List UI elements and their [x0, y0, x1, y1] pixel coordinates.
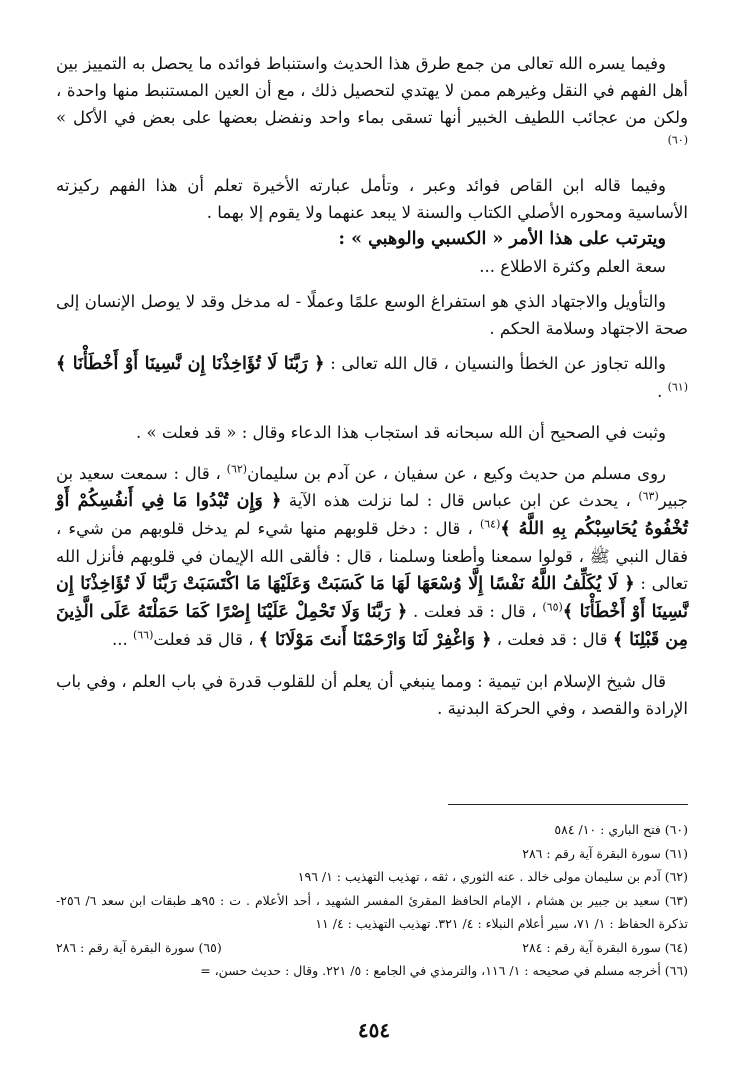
- paragraph-5-end: .: [657, 382, 663, 401]
- footnote-divider: [448, 804, 688, 805]
- quran-verse: ﴿ رَبَّنَا لَا تُؤَاخِذْنَا إِن نَّسِينَا أَوْ أَخْطَأْنَا ﴾: [56, 354, 325, 374]
- footnotes: [56, 818, 688, 983]
- hadith-text: ، قال : سمعت سعيد بن جبير: [56, 464, 688, 510]
- footnote-61: (٦١) سورة البقرة آية رقم : ٢٨٦: [522, 845, 688, 861]
- hadith-text: ...: [111, 630, 128, 649]
- hadith-text: ، قال : قد فعلت .: [412, 602, 537, 621]
- section-heading: ويترتب على هذا الأمر « الكسبي والوهبي » :: [338, 229, 666, 249]
- footnote-ref-61[interactable]: (٦١): [667, 380, 688, 394]
- paragraph-5-text: والله تجاوز عن الخطأ والنسيان ، قال الله تعالى :: [330, 354, 666, 373]
- paragraph-1: [56, 50, 688, 158]
- hadith-text: ، قال : دخل قلوبهم منها شيء لم يدخل قلوبهم من شيء ، فقال النبي ﷺ ، قولوا سمعنا وأطعنا وسلمنا ، قال : فألقى الله الإيمان في قلوبهم فأنزل الله تعالى :: [56, 519, 688, 593]
- footnote-66: (٦٦) أخرجه مسلم في صحيحه : ١/ ١١٦، والترمذي في الجامع : ٥/ ٢٢١. وقال : حديث حسن، =: [200, 963, 688, 978]
- paragraph-7: [56, 460, 688, 654]
- paragraph-1-text: وفيما يسره الله تعالى من جمع طرق هذا الحديث واستنباط فوائده ما يحصل به التمييز بين أهل الفهم في النقل وغيرهم ممن لا يهتدي لتحصيل ذلك ، مع أن العين المستنبط منها واحدة ، ولكن من عجائب اللطيف الخبير أنها تسقى بماء واحد ونفضل بعضها على بعض في الأكل »: [56, 54, 688, 127]
- footnote-ref-65[interactable]: (٦٥): [542, 600, 563, 614]
- quran-verse: ﴿ لَا يُكَلِّفُ اللَّهُ نَفْسًا إِلَّا وُسْعَهَا لَهَا مَا كَسَبَتْ وَعَلَيْهَا مَا اكْتَسَبَتْ رَبَّنَا لَا تُؤَاخِذْنَا إِن نَّسِينَا أَوْ أَخْطَأْنَا ﴾: [56, 574, 689, 622]
- quran-verse: ﴿ وَاغْفِرْ لَنَا وَارْحَمْنَا أَنتَ مَوْلَانَا ﴾: [258, 630, 492, 650]
- footnote-65: (٦٥) سورة البقرة آية رقم : ٢٨٦: [56, 939, 222, 955]
- hadith-text: روى مسلم من حديث وكيع ، عن سفيان ، عن آدم بن سليمان: [247, 464, 667, 483]
- paragraph-4: والتأويل والاجتهاد الذي هو استفراغ الوسع علمًا وعملًا - له مدخل وقد لا يوصل الإنسان إلى صحة الاجتهاد وسلامة الحكم .: [56, 292, 688, 338]
- footnote-ref-60[interactable]: (٦٠): [667, 133, 688, 147]
- quran-verse: ﴿ رَبَّنَا وَلَا تَحْمِلْ عَلَيْنَا إِصْرًا كَمَا حَمَلْتَهُ عَلَى الَّذِينَ مِن قَبْلِنَا ﴾: [56, 602, 688, 650]
- footnote-ref-66[interactable]: (٦٦): [132, 628, 154, 642]
- hadith-text: ، قال قد فعلت: [153, 630, 254, 649]
- footnote-63: (٦٣) سعيد بن جبير بن هشام ، الإمام الحافظ المقرئ المفسر الشهيد ، أحد الأعلام . ت : ٩٥هـ طبقات ابن سعد ٦/ ٢٥٦- تذكرة الحفاظ : ١/ ٧١، سير أعلام النبلاء : ٤/ ٣٢١. تهذيب التهذيب : ٤/ ١١: [56, 892, 688, 931]
- footnote-64: (٦٤) سورة البقرة آية رقم : ٢٨٤: [522, 939, 688, 955]
- page-number: ٤٥٤: [357, 1018, 391, 1042]
- footnote-ref-62[interactable]: (٦٢): [226, 462, 248, 476]
- quran-verse: ﴿ وَإِن تُبْدُوا مَا فِي أَنفُسِكُمْ أَوْ تُخْفُوهُ يُحَاسِبْكُم بِهِ اللَّهُ ﴾: [56, 491, 688, 539]
- hadith-text: ، يحدث عن ابن عباس قال : لما نزلت هذه الآية: [288, 491, 631, 510]
- footnote-62: (٦٢) آدم بن سليمان مولى خالد . عنه الثوري ، ثقه ، تهذيب التهذيب : ١/ ١٩٦: [297, 869, 688, 884]
- footnote-row: [56, 936, 688, 960]
- footnote-ref-64[interactable]: (٦٤): [479, 517, 501, 531]
- paragraph-6: وثبت في الصحيح أن الله سبحانه قد استجاب هذا الدعاء وقال : « قد فعلت » .: [136, 423, 666, 442]
- hadith-text: قال : قد فعلت ،: [496, 630, 608, 649]
- footnote-ref-63[interactable]: (٦٣): [638, 489, 659, 503]
- footnote-60: (٦٠) فتح الباري : ١٠/ ٥٨٤: [554, 822, 688, 837]
- paragraph-8: قال شيخ الإسلام ابن تيمية : ومما ينبغي أن يعلم أن للقلوب قدرة في باب العلم ، وفي باب الإرادة والقصد ، وفي الحركة البدنية .: [56, 672, 688, 718]
- paragraph-5: [56, 350, 688, 405]
- paragraph-2: وفيما قاله ابن القاص فوائد وعبر ، وتأمل عبارته الأخيرة تعلم أن هذا الفهم ركيزته الأساسية ومحوره الأصلي الكتاب والسنة لا يبعد عنهما ولا يقوم إلا بهما .: [56, 176, 688, 222]
- paragraph-3: سعة العلم وكثرة الاطلاع ...: [479, 257, 666, 276]
